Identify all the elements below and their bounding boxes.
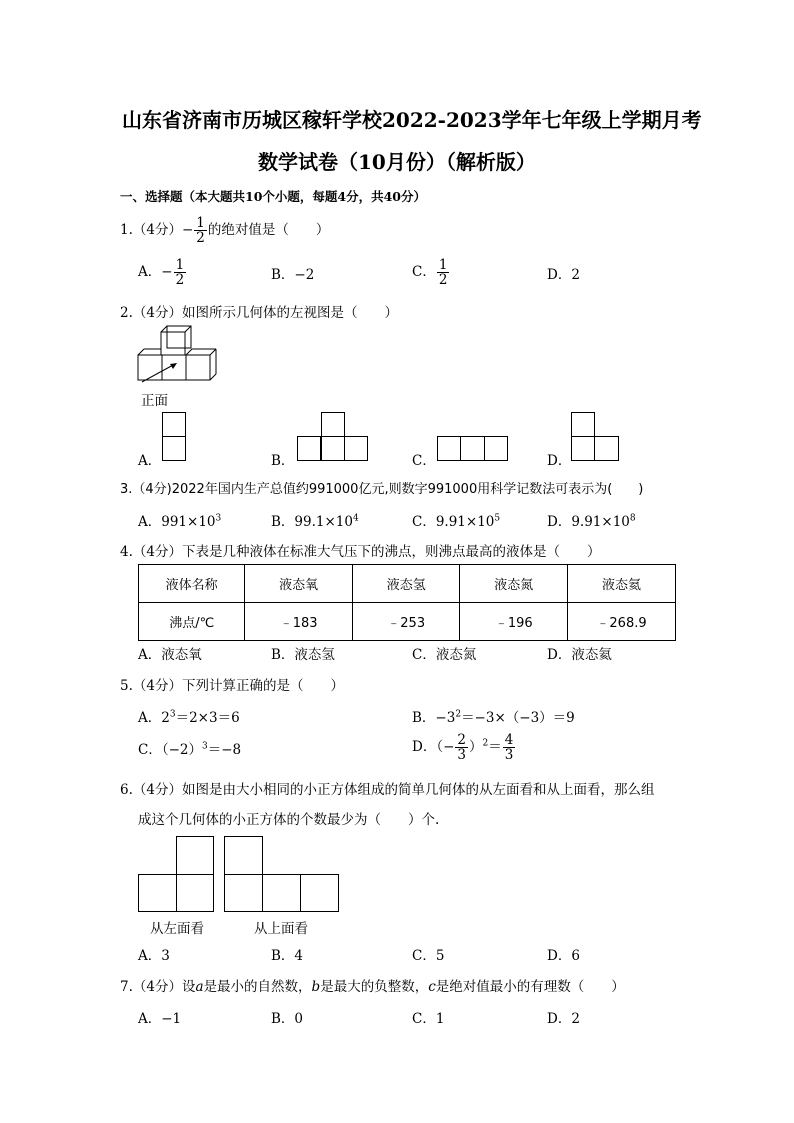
q2-option-d-figure [571, 412, 621, 462]
question-5: 5.（4分）下列计算正确的是（ ） [120, 678, 344, 694]
question-1 [120, 216, 329, 245]
q1-fraction: $\frac{1}{2}$ [196, 215, 205, 247]
q2-solid-figure [136, 326, 226, 386]
q7-option-c[interactable]: C．1 [412, 1011, 445, 1027]
table-cell: ﹣196 [460, 603, 568, 641]
q4-option-a[interactable]: A．液态氧 [138, 647, 202, 663]
question-2: 2.（4分）如图所示几何体的左视图是（ ） [120, 305, 398, 321]
q5-option-a[interactable]: A．$2^3=2\times 3=6$ [138, 709, 240, 726]
boiling-point-table [138, 564, 676, 641]
q6-option-a[interactable]: A．3 [138, 948, 170, 964]
q6-option-c[interactable]: C．5 [412, 948, 445, 964]
q4-option-b[interactable]: B．液态氢 [271, 647, 335, 663]
q7-option-a[interactable]: A．−1 [138, 1011, 182, 1027]
q4-option-d[interactable]: D．液态氦 [547, 647, 612, 663]
q7-option-b[interactable]: B．0 [271, 1011, 304, 1027]
section-heading: 一、选择题（本大题共10个小题，每题4分，共40分） [120, 189, 426, 204]
q3-option-d[interactable]: D．$9.91\times 10^8$ [547, 513, 636, 530]
q1-prefix: 1.（4分）− [120, 222, 194, 239]
question-6-line1: 6.（4分）如图是由大小相同的小正方体组成的简单几何体的从左面看和从上面看，那么组 [120, 782, 655, 798]
q1-option-c[interactable]: C． $\frac{1}{2}$ [412, 257, 448, 289]
q4-option-c[interactable]: C．液态氮 [412, 647, 477, 663]
q1-suffix: 的绝对值是（ ） [207, 222, 330, 239]
q2-option-b-figure [297, 412, 369, 462]
question-6-line2: 成这个几何体的小正方体的个数最少为（ ）个. [138, 812, 440, 828]
q5-option-d[interactable]: D．（− $\frac{2}{3}$ ）$^2$＝ $\frac{4}{3}$ [412, 732, 514, 764]
q2-option-b[interactable]: B． [271, 453, 295, 469]
table-header-cell: 液态氦 [568, 565, 676, 603]
question-4: 4.（4分）下表是几种液体在标准大气压下的沸点，则沸点最高的液体是（ ） [120, 544, 601, 560]
table-header-cell: 液体名称 [139, 565, 245, 603]
page-title-line2: 数学试卷（10月份）（解析版） [258, 150, 536, 174]
table-row [139, 603, 676, 641]
q1-option-b[interactable]: B．−2 [271, 267, 315, 283]
table-header-row [139, 565, 676, 603]
q2-option-a[interactable]: A． [138, 453, 162, 469]
table-cell: ﹣253 [352, 603, 460, 641]
question-7: 7.（4分）设a是最小的自然数，b是最大的负整数，c是绝对值最小的有理数（ ） [120, 979, 625, 995]
q3-option-b[interactable]: B．$99.1\times 10^4$ [271, 513, 359, 530]
q2-option-a-figure [162, 412, 186, 462]
table-header-cell: 液态氧 [245, 565, 353, 603]
q3-option-a[interactable]: A．$991\times 10^3$ [138, 513, 222, 530]
q5-option-c[interactable]: C．$(-2)^3=-8$ [138, 741, 242, 758]
q5-option-b[interactable]: B．$-3^2=-3\times(-3)=9$ [412, 709, 575, 726]
q2-option-d[interactable]: D． [547, 453, 572, 469]
q1-option-a[interactable]: A．− $\frac{1}{2}$ [138, 257, 185, 289]
table-cell: 沸点/℃ [139, 603, 245, 641]
q6-option-d[interactable]: D．6 [547, 948, 580, 964]
q6-left-view-label: 从左面看 [150, 921, 204, 937]
q2-option-c[interactable]: C． [412, 453, 436, 469]
q6-left-view-figure [138, 836, 216, 914]
q7-option-d[interactable]: D．2 [547, 1011, 580, 1027]
q2-front-label: 正面 [141, 393, 168, 409]
q1-option-d[interactable]: D．2 [547, 267, 580, 283]
q6-top-view-label: 从上面看 [254, 921, 308, 937]
q6-option-b[interactable]: B．4 [271, 948, 304, 964]
q3-option-c[interactable]: C．$9.91\times 10^5$ [412, 513, 501, 530]
q6-top-view-figure [224, 836, 340, 914]
page-title-line1: 山东省济南市历城区稼轩学校2022-2023学年七年级上学期月考 [122, 108, 702, 132]
table-header-cell: 液态氢 [352, 565, 460, 603]
table-header-cell: 液态氮 [460, 565, 568, 603]
question-3: 3.（4分)2022年国内生产总值约991000亿元,则数字991000用科学记数法可表示为( ) [120, 482, 644, 497]
table-cell: ﹣268.9 [568, 603, 676, 641]
q2-option-c-figure [437, 436, 509, 462]
table-cell: ﹣183 [245, 603, 353, 641]
